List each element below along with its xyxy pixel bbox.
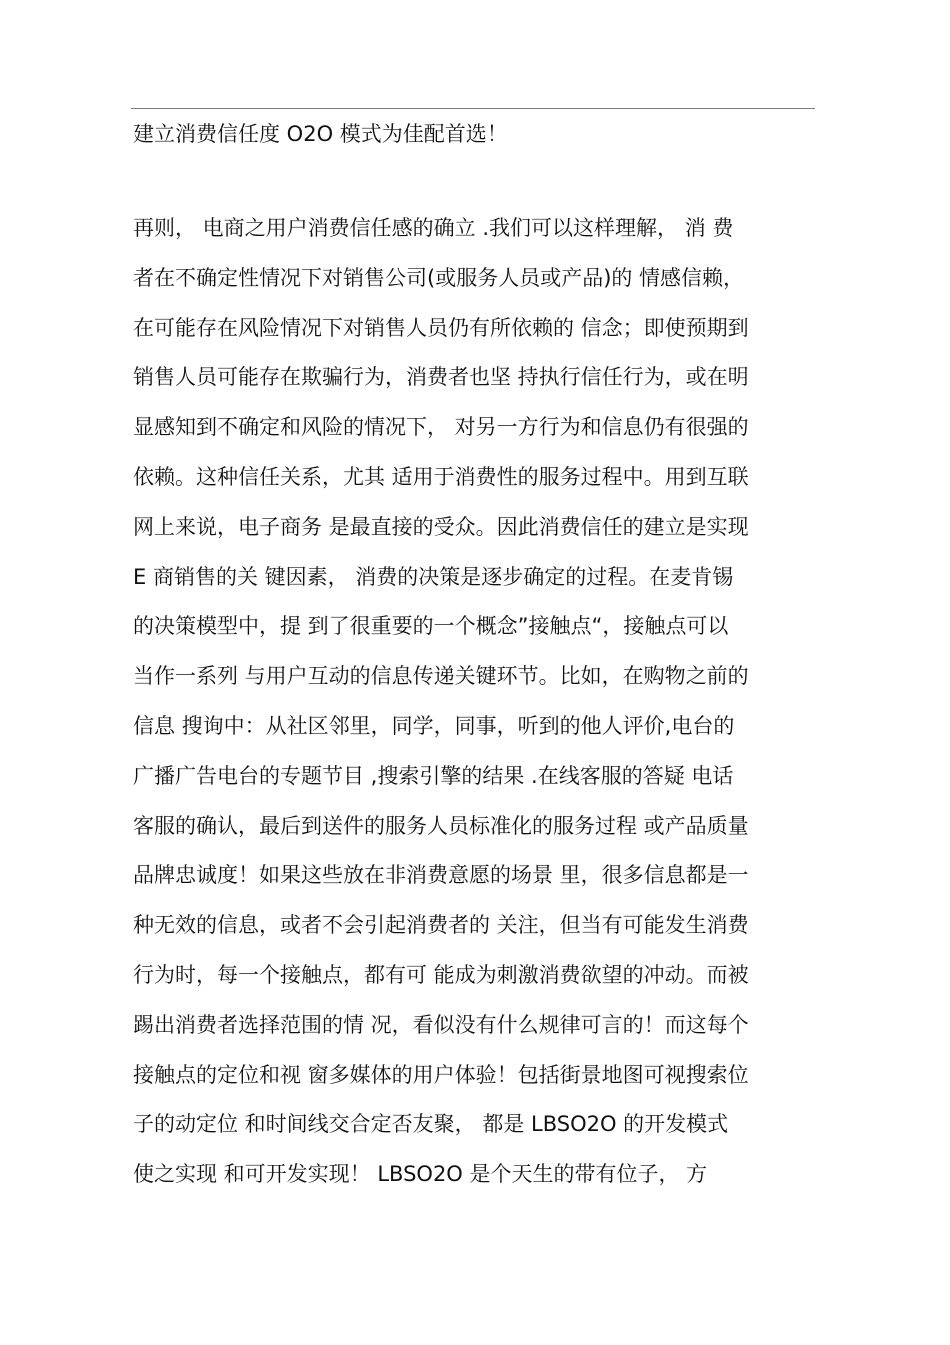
paragraph-line: 销售人员可能存在欺骗行为，消费者也坚 持执行信任行为，或在明 [133, 365, 749, 390]
paragraph-line: 依赖。这种信任关系，尤其 适用于消费性的服务过程中。用到互联 [133, 464, 749, 489]
paragraph-line: 的决策模型中，提 到了很重要的一个概念”接触点“，接触点可以 [133, 614, 729, 639]
document-heading: 建立消费信任度 O2O 模式为佳配首选！ [133, 122, 508, 146]
body-paragraph [133, 208, 813, 1204]
paragraph-line: 行为时，每一个接触点，都有可 能成为刺激消费欲望的冲动。而被 [133, 962, 749, 987]
paragraph-line: 种无效的信息，或者不会引起消费者的 关注，但当有可能发生消费 [133, 913, 749, 938]
paragraph-line: 踢出消费者选择范围的情 况，看似没有什么规律可言的！而这每个 [133, 1012, 749, 1037]
paragraph-line: 信息 搜询中：从社区邻里，同学，同事，听到的他人评价,电台的 [133, 713, 735, 738]
paragraph-line: 接触点的定位和视 窗多媒体的用户体验！包括街景地图可视搜索位 [133, 1062, 749, 1087]
header-rule [131, 108, 815, 109]
paragraph-line: 子的动定位 和时间线交合定否友聚， 都是 LBSO2O 的开发模式 [133, 1112, 729, 1137]
paragraph-line: 网上来说，电子商务 是最直接的受众。因此消费信任的建立是实现 [133, 514, 749, 539]
paragraph-line: 在可能存在风险情况下对销售人员仍有所依赖的 信念；即使预期到 [133, 315, 749, 340]
paragraph-line: 客服的确认，最后到送件的服务人员标准化的服务过程 或产品质量 [133, 813, 749, 838]
paragraph-line: 使之实现 和可开发实现！ LBSO2O 是个天生的带有位子， 方 [133, 1162, 708, 1187]
paragraph-line: 显感知到不确定和风险的情况下， 对另一方行为和信息仍有很强的 [133, 415, 749, 440]
paragraph-line: E 商销售的关 键因素， 消费的决策是逐步确定的过程。在麦肯锡 [133, 564, 734, 589]
paragraph-line: 当作一系列 与用户互动的信息传递关键环节。比如，在购物之前的 [133, 664, 749, 689]
paragraph-line: 品牌忠诚度！如果这些放在非消费意愿的场景 里，很多信息都是一 [133, 863, 749, 888]
paragraph-line: 广播广告电台的专题节目 ,搜索引擎的结果 .在线客服的答疑 电话 [133, 763, 734, 788]
paragraph-line: 者在不确定性情况下对销售公司(或服务人员或产品)的 情感信赖， [133, 265, 745, 290]
paragraph-line: 再则， 电商之用户消费信任感的确立 .我们可以这样理解， 消 费 [133, 216, 734, 240]
